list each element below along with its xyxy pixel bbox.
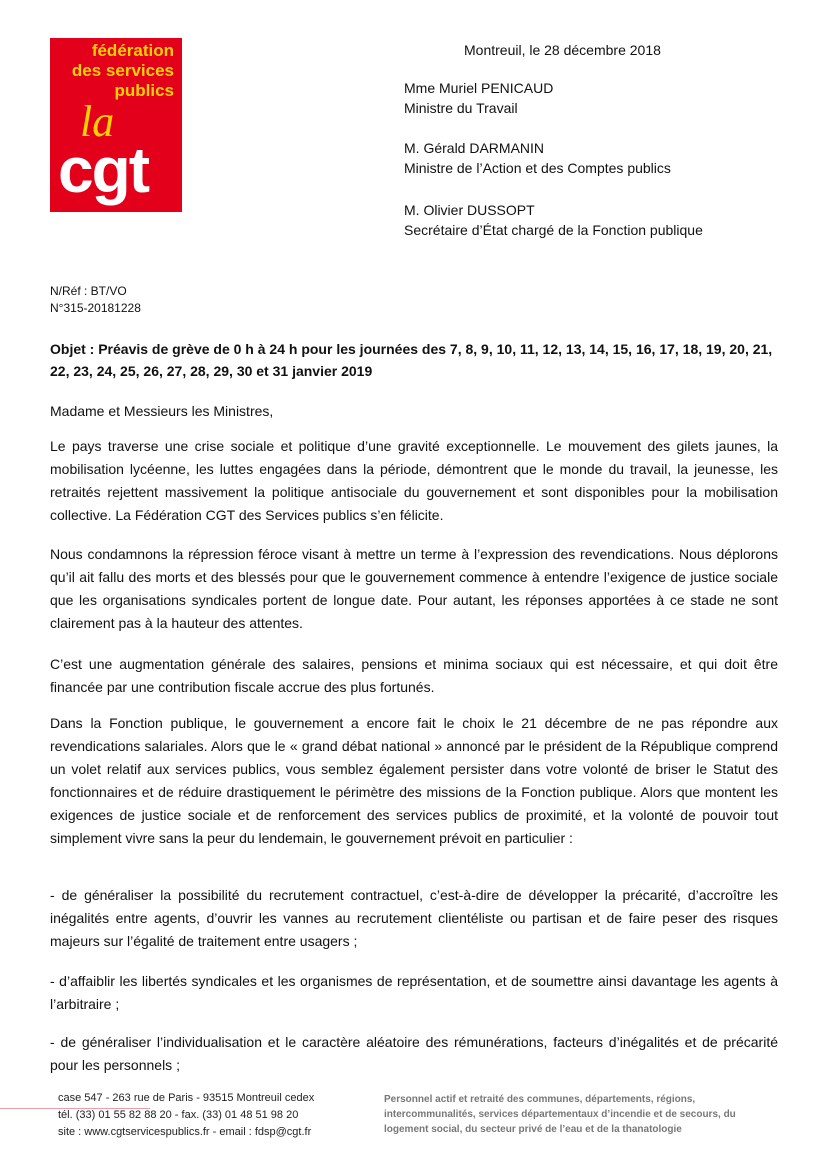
paragraph: C’est une augmentation générale des salaires, pensions et minima sociaux qui est nécessaire, et qui doit être financée par une contribution fiscale accrue des plus fortunés. xyxy=(50,656,778,695)
footer-web: site : www.cgtservicespublics.fr - email : fdsp@cgt.fr xyxy=(58,1126,312,1138)
reference-line-1: N/Réf : BT/VO xyxy=(50,284,127,298)
letter-object: Objet : Préavis de grève de 0 h à 24 h pour les journées des 7, 8, 9, 10, 11, 12, 13, 14, 15, 16, 17, 18, 19, 20, 21, 22, 23, 24, 25, 26, 27, 28, 29, 30 et 31 janvier 2019 xyxy=(50,341,773,379)
recipient-title: Secrétaire d’État chargé de la Fonction publique xyxy=(404,222,703,238)
footer-scope: Personnel actif et retraité des communes, départements, régions, intercommunalités, services départementaux d’incendie et de secours, du logement social, du secteur privé de l’eau et de la thanatologie xyxy=(384,1094,736,1135)
logo-la: la xyxy=(80,97,115,146)
recipient-title: Ministre de l’Action et des Comptes publics xyxy=(404,160,671,176)
logo-line-3: publics xyxy=(114,81,174,100)
recipient-2 xyxy=(404,138,671,178)
list-item: - d’affaiblir les libertés syndicales et les organismes de représentation, et de soumettre ainsi davantage les agents à l’arbitraire ; xyxy=(50,973,778,1012)
recipient-name: M. Olivier DUSSOPT xyxy=(404,202,535,218)
recipient-1 xyxy=(404,78,553,118)
salutation: Madame et Messieurs les Ministres, xyxy=(50,403,274,419)
paragraph: Dans la Fonction publique, le gouvernement a encore fait le choix le 21 décembre de ne pas répondre aux revendications salariales. Alors que le « grand débat national » annoncé par le président de la République comprend un volet relatif aux services publics, vous semblez également persister dans votre volonté de briser le Statut des fonctionnaires et de réduire drastiquement le périmètre des missions de la Fonction publique. Alors que montent les exigences de justice sociale et de renforcement des services publics de proximité, et la volonté de pouvoir tout simplement vivre sans la peur du lendemain, le gouvernement prévoit en particulier : xyxy=(50,715,778,846)
reference-line-2: N°315-20181228 xyxy=(50,301,141,315)
recipient-title: Ministre du Travail xyxy=(404,100,518,116)
list-item: - de généraliser la possibilité du recrutement contractuel, c’est-à-dire de développer la précarité, d’accroître les inégalités entre agents, d’ouvrir les vannes au recrutement clientéliste ou partisan et de faire peser des risques majeurs sur l’égalité de traitement entre usagers ; xyxy=(50,887,778,949)
logo-cgt: cgt xyxy=(58,134,148,206)
recipient-name: Mme Muriel PENICAUD xyxy=(404,80,554,96)
paragraph: Nous condamnons la répression féroce visant à mettre un terme à l’expression des revendications. Nous déplorons qu’il ait fallu des morts et des blessés pour que le gouvernement commence à entendre l’exigence de justice sociale que les organisations syndicales portent de longue date. Pour autant, les réponses apportées à ce stade ne sont clairement pas à la hauteur des attentes. xyxy=(50,546,778,631)
letter-date: Montreuil, le 28 décembre 2018 xyxy=(464,42,661,58)
list-item: - de généraliser l’individualisation et le caractère aléatoire des rémunérations, facteurs d’inégalités et de précarité pour les personnels ; xyxy=(50,1034,778,1073)
footer-phone: tél. (33) 01 55 82 88 20 - fax. (33) 01 48 51 98 20 xyxy=(58,1109,299,1121)
logo-line-2: des services xyxy=(71,61,174,80)
recipient-3 xyxy=(404,200,703,240)
footer-contact xyxy=(58,1090,314,1141)
recipient-name: M. Gérald DARMANIN xyxy=(404,140,545,156)
footer-address: case 547 - 263 rue de Paris - 93515 Montreuil cedex xyxy=(58,1092,315,1104)
cgt-logo xyxy=(50,38,182,212)
logo-line-1: fédération xyxy=(91,41,174,60)
paragraph: Le pays traverse une crise sociale et politique d’une gravité exceptionnelle. Le mouvement des gilets jaunes, la mobilisation lycéenne, les luttes engagées dans la période, démontrent que le monde du travail, la jeunesse, les retraités rejettent massivement la politique antisociale du gouvernement et sont disponibles pour la mobilisation collective. La Fédération CGT des Services publics s’en félicite. xyxy=(50,438,778,523)
